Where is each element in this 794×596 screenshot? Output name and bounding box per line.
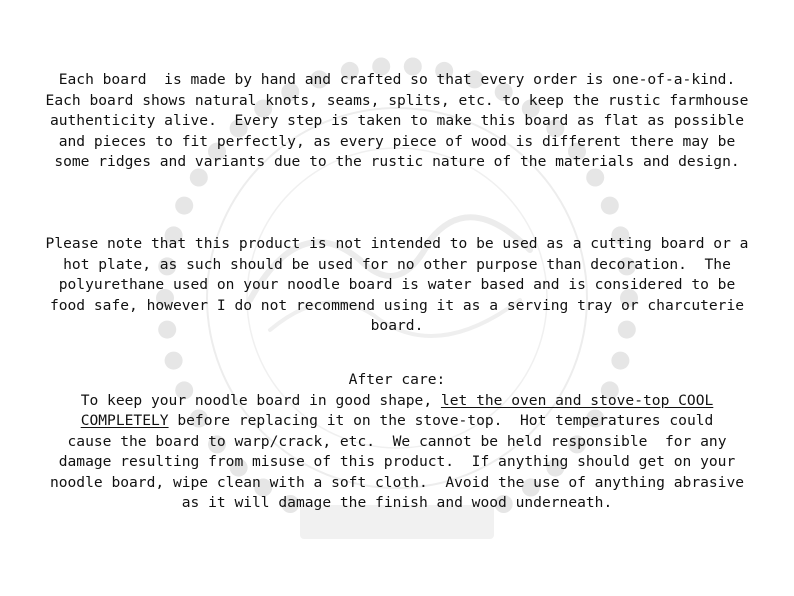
text-line: as it will damage the finish and wood underneath.	[181, 494, 613, 511]
text-line: noodle board, wipe clean with a soft cloth. Avoid the use of anything abrasive	[49, 473, 745, 491]
text-line: damage resulting from misuse of this product. If anything should get on your	[58, 453, 736, 470]
text-line: Please note that this product is not intended to be used as a cutting board or a	[45, 235, 749, 252]
watermark-dot	[611, 352, 629, 370]
paragraph-usage-note	[0, 234, 794, 337]
text-line: hot plate, as such should be used for no other purpose than decoration. The	[63, 255, 731, 273]
section-after-care	[0, 370, 794, 514]
text-line: some ridges and variants due to the rustic nature of the materials and design.	[54, 153, 740, 170]
underlined-warning: COMPLETELY	[80, 412, 169, 429]
text-run: To keep your noodle board in good shape,	[80, 391, 441, 409]
text-line: and pieces to fit perfectly, as every piece of wood is different there may be	[58, 132, 736, 150]
text-line	[0, 411, 794, 432]
underlined-warning: let the oven and stove-top COOL	[440, 391, 714, 409]
text-run: before replacing it on the stove-top. Hot temperatures could	[168, 412, 714, 429]
paragraph-product-description	[0, 70, 794, 173]
text-line: polyurethane used on your noodle board is water based and is considered to be	[58, 276, 736, 293]
text-line: food safe, however I do not recommend using it as a serving tray or charcuterie	[49, 296, 745, 314]
text-line: Each board is made by hand and crafted so that every order is one-of-a-kind.	[58, 71, 736, 88]
text-line	[0, 391, 794, 412]
watermark-dot	[165, 352, 183, 370]
text-line: cause the board to warp/crack, etc. We cannot be held responsible for any	[67, 432, 727, 450]
text-line: Each board shows natural knots, seams, splits, etc. to keep the rustic farmhouse	[45, 91, 749, 109]
watermark-dot	[601, 197, 619, 215]
text-line: authenticity alive. Every step is taken to make this board as flat as possible	[49, 112, 745, 129]
text-line: board.	[370, 317, 424, 334]
watermark-dot	[175, 197, 193, 215]
after-care-heading: After care:	[348, 371, 446, 388]
